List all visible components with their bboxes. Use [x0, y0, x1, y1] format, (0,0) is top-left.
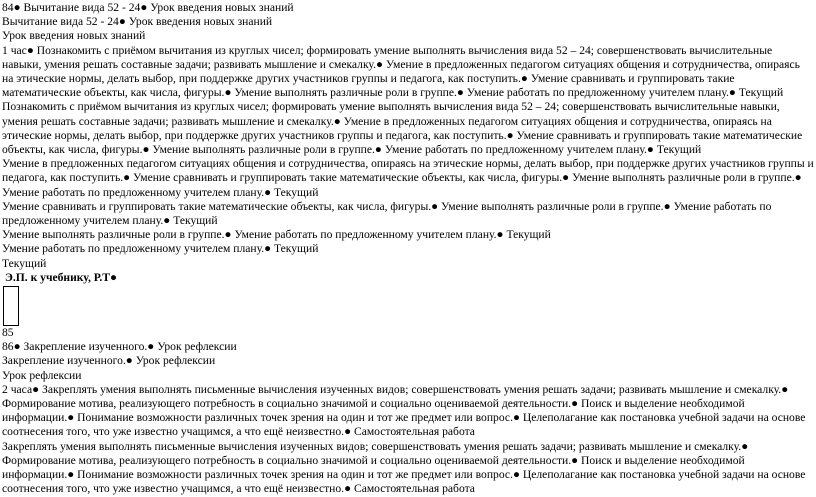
lesson-84-title: 84● Вычитание вида 52 - 24● Урок введения новых знаний — [2, 1, 294, 14]
lesson-86-title: 86● Закрепление изученного.● Урок рефлексии — [2, 340, 237, 354]
lesson-84-materials: Э.П. к учебнику, Р.Т● — [5, 270, 118, 284]
lesson-86-goals-full: 2 часа● Закреплять умения выполнять письменные вычисления изученных видов; совершенствовать умения решать задачи; развивать мышление и смекалку.● Формирование мотива, реализующего потребность в социально значимой и социально оцениваемой деятельности.● Поиск и выделение необходимой информации.● Понимание возможности различных точек зрения на один и тот же предмет или вопрос.● Целеполагание как постановка учебной задачи на основе соотнесения того, что уже известно учащимся, а что ещё неизвестно.● Самостоятельная работа — [2, 382, 806, 439]
lesson-84-type: Урок введения новых знаний — [2, 29, 146, 43]
lesson-84-goals: Познакомить с приёмом вычитания из круглых чисел; формировать умение выполнять вычисления вида 52 – 24; совершенствовать вычислительные навыки, умения решать составные задачи; развивать мышление и смекалку.● Умение в предложенных педагогом ситуациях общения и сотрудничества, опираясь на этические нормы, делать выбор, при поддержке других участников группы и педагога, как поступить.● Умение сравнивать и группировать такие математические объекты, как числа, фигуры.● Умение выполнять различные роли в группе.● Умение работать по предложенному учителем плану.● Текущий — [2, 100, 803, 157]
lesson-84-skills-plan: Умение работать по предложенному учителем плану.● Текущий — [2, 242, 319, 256]
lesson-85-number: 85 — [2, 326, 14, 340]
lesson-84-skills-communication: Умение в предложенных педагогом ситуациях общения и сотрудничества, опираясь на этические нормы, делать выбор, при поддержке других участников группы и педагога, как поступить.● Умение сравнивать и группировать такие математические объекты, как числа, фигуры.● Умение выполнять различные роли в группе.● Умение работать по предложенному учителем плану.● Текущий — [2, 157, 814, 199]
lesson-84-skills-compare: Умение сравнивать и группировать такие математические объекты, как числа, фигуры.● Умение выполнять различные роли в группе.● Умение работать по предложенному учителем плану.● Текущий — [2, 199, 772, 228]
lesson-86-goals: Закреплять умения выполнять письменные вычисления изученных видов; совершенствовать умения решать задачи; развивать мышление и смекалку.● Формирование мотива, реализующего потребность в социально значимой и социально оцениваемой деятельности.● Поиск и выделение необходимой информации.● Понимание возможности различных точек зрения на один и тот же предмет или вопрос.● Целеполагание как постановка учебной задачи на основе соотнесения того, что уже известно учащимся, а что ещё неизвестно.● Самостоятельная работа — [2, 439, 806, 496]
lesson-84-topic: Вычитание вида 52 - 24● Урок введения новых знаний — [2, 15, 273, 29]
lesson-84-control: Текущий — [2, 256, 47, 270]
lesson-86-topic: Закрепление изученного.● Урок рефлексии — [2, 354, 216, 368]
lesson-84-goals-full: 1 час● Познакомить с приёмом вычитания из круглых чисел; формировать умение выполнять вычисления вида 52 – 24; совершенствовать вычислительные навыки, умения решать составные задачи; развивать мышление и смекалку.● Умение в предложенных педагогом ситуациях общения и сотрудничества, опираясь на этические нормы, делать выбор, при поддержке других участников группы и педагога, как поступить.● Умение сравнивать и группировать такие математические объекты, как числа, фигуры.● Умение выполнять различные роли в группе.● Умение работать по предложенному учителем плану.● Текущий — [2, 43, 800, 100]
empty-table-cell — [3, 286, 19, 326]
lesson-86-type: Урок рефлексии — [2, 368, 82, 382]
lesson-84-skills-roles: Умение выполнять различные роли в группе.● Умение работать по предложенному учителем плану.● Текущий — [2, 228, 551, 242]
